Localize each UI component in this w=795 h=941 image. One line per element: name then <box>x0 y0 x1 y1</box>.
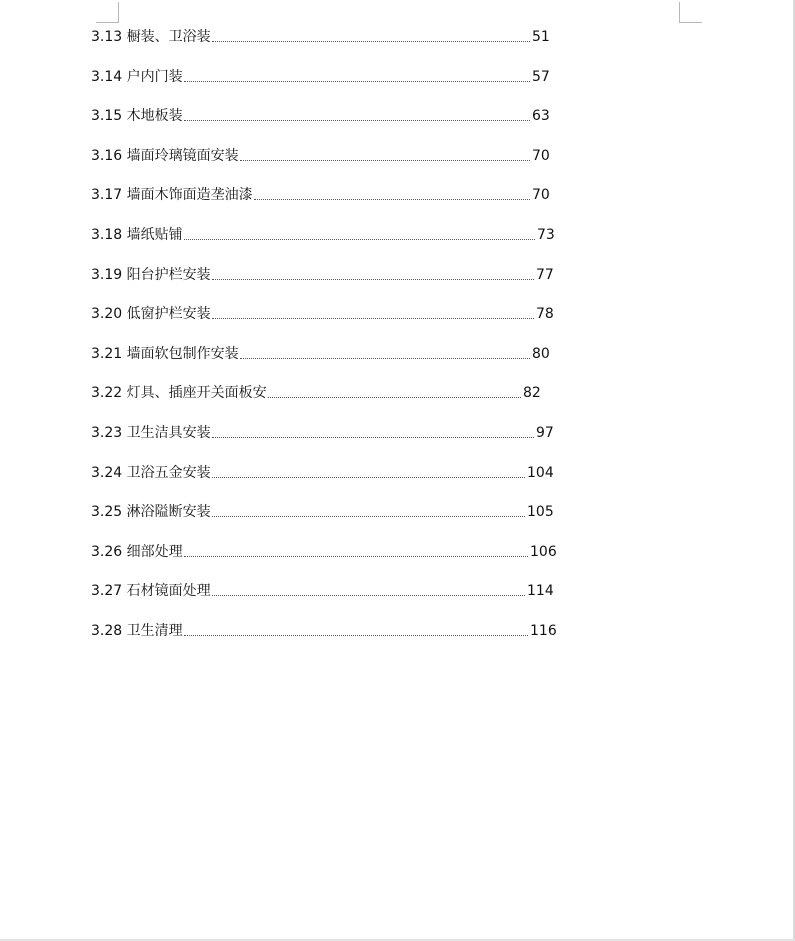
toc-leader-dots <box>184 225 535 240</box>
toc-entry-page: 104 <box>527 464 554 481</box>
toc-entry-title: 墙面木饰面造垄油漆 <box>126 187 253 204</box>
toc-entry-title: 墙纸贴铺 <box>126 226 183 243</box>
toc-entry-number: 3.26 <box>91 543 123 560</box>
toc-entry-title: 卫浴五金安装 <box>126 464 211 481</box>
toc-entry-page: 82 <box>523 385 541 402</box>
toc-leader-dots <box>212 304 534 319</box>
toc-entry-number: 3.24 <box>91 464 123 481</box>
toc-entry-number: 3.14 <box>91 68 123 85</box>
toc-leader-dots <box>212 581 525 596</box>
toc-entry[interactable] <box>91 542 571 582</box>
toc-entry-title: 卫生洁具安装 <box>126 424 211 441</box>
toc-entry[interactable] <box>91 344 571 384</box>
toc-entry-number: 3.13 <box>91 29 123 45</box>
toc-entry-number: 3.22 <box>91 385 123 402</box>
toc-entry[interactable] <box>91 423 571 463</box>
toc-leader-dots <box>268 383 521 398</box>
toc-entry-title: 灯具、插座开关面板安 <box>126 385 267 402</box>
toc-entry[interactable] <box>91 106 571 146</box>
toc-entry-page: 73 <box>537 226 555 243</box>
toc-entry[interactable] <box>91 383 571 423</box>
toc-entry-number: 3.15 <box>91 108 123 125</box>
toc-leader-dots <box>212 502 525 517</box>
toc-entry-page: 116 <box>530 622 557 639</box>
toc-entry-number: 3.27 <box>91 583 123 600</box>
toc-entry[interactable] <box>91 581 571 621</box>
toc-leader-dots <box>212 27 530 42</box>
toc-entry-title: 户内门装 <box>126 68 183 85</box>
margin-corner-top-left <box>96 2 119 23</box>
toc-entry-page: 70 <box>532 187 550 204</box>
toc-entry[interactable] <box>91 304 571 344</box>
toc-entry-title: 木地板装 <box>126 108 183 125</box>
toc-entry-title: 石材镜面处理 <box>126 583 211 600</box>
toc-entry-number: 3.19 <box>91 266 123 283</box>
toc-entry-number: 3.28 <box>91 622 123 639</box>
toc-entry-page: 57 <box>532 68 550 85</box>
toc-leader-dots <box>240 146 530 161</box>
toc-leader-dots <box>184 542 528 557</box>
toc-entry-number: 3.21 <box>91 345 123 362</box>
toc-entry-title: 墙面软包制作安装 <box>126 345 239 362</box>
toc-leader-dots <box>212 265 534 280</box>
toc-entry[interactable] <box>91 146 571 186</box>
toc-entry-page: 51 <box>532 29 550 45</box>
toc-leader-dots <box>184 67 530 82</box>
toc-entry[interactable] <box>91 621 571 661</box>
toc-entry-page: 78 <box>536 306 554 323</box>
toc-entry-title: 细部处理 <box>126 543 183 560</box>
toc-leader-dots <box>240 344 530 359</box>
toc-entry-title: 淋浴隘断安装 <box>126 504 211 521</box>
toc-entry-title: 卫生清理 <box>126 622 183 639</box>
toc-entry[interactable] <box>91 185 571 225</box>
toc-entry-page: 105 <box>527 504 554 521</box>
toc-entry-page: 63 <box>532 108 550 125</box>
toc-entry-number: 3.16 <box>91 147 123 164</box>
toc-entry-number: 3.25 <box>91 504 123 521</box>
toc-leader-dots <box>254 185 530 200</box>
toc-leader-dots <box>184 106 530 121</box>
toc-entry[interactable] <box>91 265 571 305</box>
toc-entry-page: 70 <box>532 147 550 164</box>
toc-entry[interactable] <box>91 67 571 107</box>
toc-entry-page: 80 <box>532 345 550 362</box>
toc-entry-number: 3.20 <box>91 306 123 323</box>
toc-entry-number: 3.18 <box>91 226 123 243</box>
toc-entry-title: 阳台护栏安装 <box>126 266 211 283</box>
toc-entry-title: 墙面玲璃镜面安装 <box>126 147 239 164</box>
toc-entry[interactable] <box>91 27 571 67</box>
toc-entry[interactable] <box>91 463 571 503</box>
toc-entry-title: 低窗护栏安装 <box>126 306 211 323</box>
toc-entry-page: 106 <box>530 543 557 560</box>
toc-entry-number: 3.23 <box>91 424 123 441</box>
toc-entry-title: 橱装、卫浴装 <box>126 29 211 45</box>
toc-leader-dots <box>212 423 534 438</box>
margin-corner-top-right <box>679 2 702 23</box>
toc-entry[interactable] <box>91 502 571 542</box>
toc-entry-page: 77 <box>536 266 554 283</box>
table-of-contents <box>91 27 571 661</box>
toc-entry-page: 97 <box>536 424 554 441</box>
toc-entry[interactable] <box>91 225 571 265</box>
toc-leader-dots <box>184 621 528 636</box>
toc-entry-page: 114 <box>527 583 554 600</box>
toc-entry-number: 3.17 <box>91 187 123 204</box>
toc-leader-dots <box>212 463 525 478</box>
